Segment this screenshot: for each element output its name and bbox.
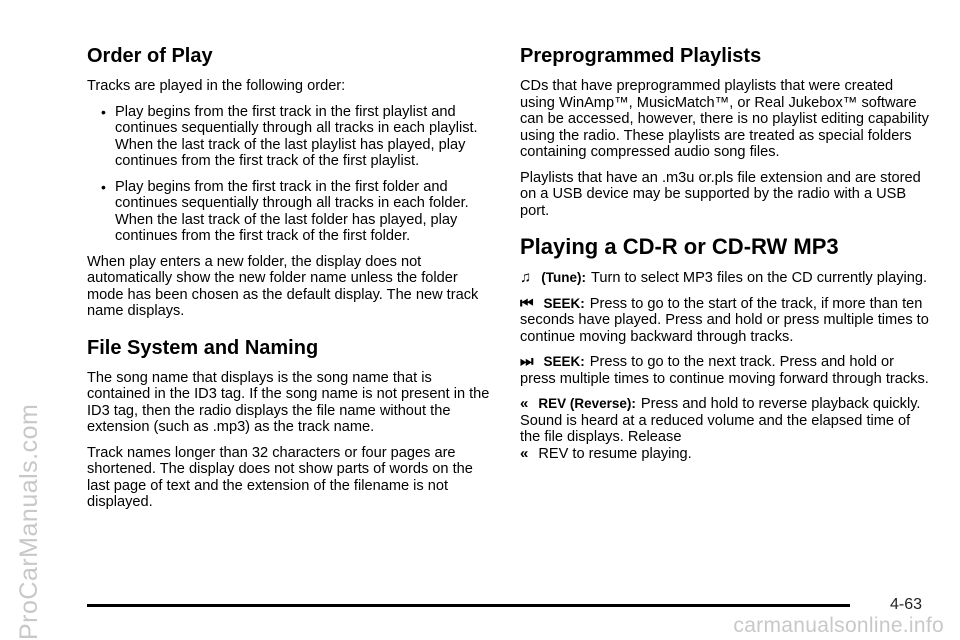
reverse-text: Press and hold to reverse playback quickly. Sound is heard at a reduced volume and the elapsed time of the file displays. Release <box>520 396 921 445</box>
track-names-paragraph: Track names longer than 32 characters or four pages are shortened. The display does not show parts of words on the last page of text and the extension of the filename is not displayed. <box>87 444 473 510</box>
reverse-icon: « <box>520 444 529 462</box>
bullet-icon: • <box>101 178 106 195</box>
seek-forward-icon: ⏭ <box>520 353 534 370</box>
right-column <box>520 44 930 471</box>
bullet-icon: • <box>101 103 106 120</box>
seek-forward-text: Press to go to the next track. Press and hold or press multiple times to continue moving forward through tracks. <box>520 354 929 387</box>
order-intro: Tracks are played in the following order: <box>87 78 346 94</box>
reverse-label: REV (Reverse): <box>538 396 636 411</box>
heading-file-system: File System and Naming <box>87 336 319 359</box>
seek-back-icon: ⏮ <box>520 294 534 312</box>
seek-back-text: Press to go to the start of the track, if more than ten seconds have played. Press and hold or press multiple times to continue moving backward through tracks. <box>520 295 929 345</box>
seek-forward-label: SEEK: <box>543 354 585 369</box>
left-column <box>87 44 495 520</box>
heading-order-of-play: Order of Play <box>87 45 213 67</box>
heading-playing-mp3: Playing a CD-R or CD-RW MP3 <box>520 234 839 259</box>
list-item-text: Play begins from the first track in the first folder and continues sequentially through all tracks in each folder. When the last track of the last folder has played, play continues from the first track of the first folder. <box>115 178 469 244</box>
reverse-paragraph <box>520 396 930 462</box>
heading-preprogrammed-playlists: Preprogrammed Playlists <box>520 45 762 67</box>
list-item <box>87 179 495 245</box>
site-url: carmanualsonline.info <box>733 614 944 637</box>
new-folder-paragraph: When play enters a new folder, the display does not automatically show the new folder name unless the folder mode has been chosen as the default display. The new track name displays. <box>87 253 479 319</box>
tune-paragraph <box>520 270 930 287</box>
reverse-icon: « <box>520 395 529 412</box>
song-name-paragraph: The song name that displays is the song name that is contained in the ID3 tag. If the song name is not present in the ID3 tag, then the radio displays the file name without the extension (such as .mp3) as the track name. <box>87 369 490 435</box>
tune-text: Turn to select MP3 files on the CD currently playing. <box>590 270 928 286</box>
music-note-icon: ♫ <box>520 269 532 286</box>
playlists-paragraph-1: CDs that have preprogrammed playlists that were created using WinAmp™, MusicMatch™, or Real Jukebox™ software can be accessed, however, there is no playlist editing capability using the radio. These playlists are treated as special folders containing compressed audio song files. <box>520 78 929 160</box>
tune-label: (Tune): <box>541 270 586 285</box>
seek-back-paragraph <box>520 296 930 346</box>
page-number: 4-63 <box>890 596 923 613</box>
list-item <box>87 104 495 170</box>
order-list <box>87 104 495 245</box>
watermark-text: ProCarManuals.com <box>15 403 43 640</box>
playlists-paragraph-2: Playlists that have an .m3u or.pls file extension and are stored on a USB device may be supported by the radio with a USB port. <box>520 169 921 219</box>
seek-forward-paragraph <box>520 354 930 387</box>
footer-rule <box>87 604 850 607</box>
list-item-text: Play begins from the first track in the first playlist and continues sequentially through all tracks in each playlist. When the last track of the last playlist has played, play continues from the first track of the first playlist. <box>115 103 478 169</box>
seek-back-label: SEEK: <box>543 295 585 311</box>
reverse-text-2: REV to resume playing. <box>538 445 692 462</box>
